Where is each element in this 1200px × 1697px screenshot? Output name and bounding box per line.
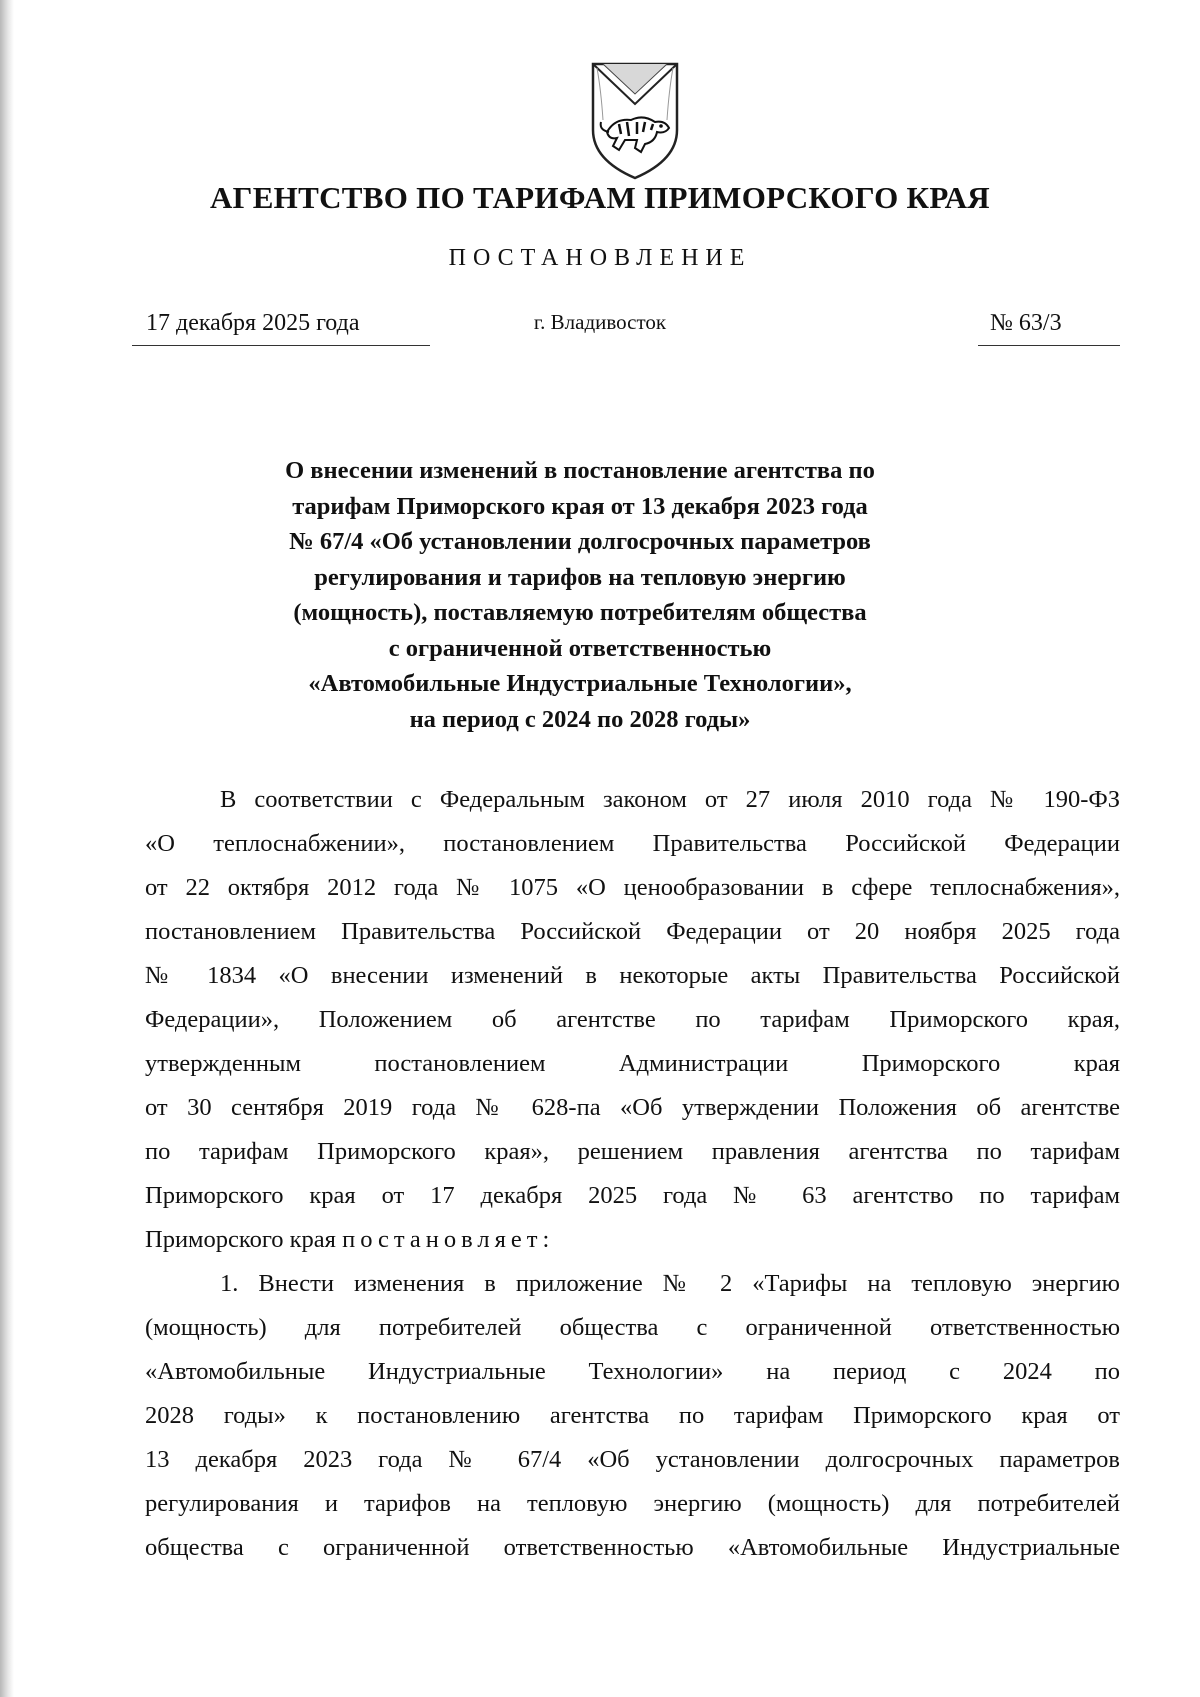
document-subject <box>210 453 950 737</box>
document-date: 17 декабря 2025 года <box>132 310 430 346</box>
body-line: общества с ограниченной ответственностью «Автомобильные Индустриальные <box>145 1534 1120 1561</box>
subject-line: тарифам Приморского края от 13 декабря 2023 года <box>292 492 868 520</box>
subject-line: на период с 2024 по 2028 годы» <box>409 705 751 733</box>
body-line: от 22 октября 2012 года № 1075 «О ценообразовании в сфере теплоснабжения», <box>145 874 1120 901</box>
agency-title: АГЕНТСТВО ПО ТАРИФАМ ПРИМОРСКОГО КРАЯ <box>210 180 990 215</box>
body-line: 13 декабря 2023 года № 67/4 «Об установлении долгосрочных параметров <box>145 1446 1120 1473</box>
body-line: от 30 сентября 2019 года № 628-па «Об утверждении Положения об агентстве <box>145 1094 1120 1121</box>
document-number: № 63/3 <box>978 310 1120 346</box>
body-line: В соответствии с Федеральным законом от 27 июля 2010 года № 190-ФЗ <box>220 786 1120 813</box>
body-line: 1. Внести изменения в приложение № 2 «Тарифы на тепловую энергию <box>220 1270 1120 1297</box>
subject-line: № 67/4 «Об установлении долгосрочных параметров <box>289 528 871 555</box>
body-line: постановлением Правительства Российской Федерации от 20 ноября 2025 года <box>145 918 1120 945</box>
body-line: регулирования и тарифов на тепловую энергию (мощность) для потребителей <box>145 1490 1120 1517</box>
paragraph-preamble <box>145 778 1120 1262</box>
subject-line: с ограниченной ответственностью <box>388 634 772 662</box>
body-line: (мощность) для потребителей общества с ограниченной ответственностью <box>145 1314 1120 1341</box>
coat-of-arms-icon <box>585 60 685 182</box>
subject-line: О внесении изменений в постановление агентства по <box>285 457 875 484</box>
document-type: ПОСТАНОВЛЕНИЕ <box>448 245 752 271</box>
subject-line: (мощность), поставляемую потребителям общества <box>293 599 867 626</box>
body-line: «Автомобильные Индустриальные Технологии» на период с 2024 по <box>145 1358 1120 1385</box>
document-body <box>145 778 1120 1570</box>
body-line: 2028 годы» к постановлению агентства по тарифам Приморского края от <box>145 1402 1120 1429</box>
body-line: утвержденным постановлением Администрации Приморского края <box>145 1050 1120 1077</box>
document-city: г. Владивосток <box>533 310 667 334</box>
subject-line: регулирования и тарифов на тепловую энергию <box>314 563 846 591</box>
body-line: Федерации», Положением об агентстве по тарифам Приморского края, <box>145 1006 1120 1033</box>
body-line: Приморского края от 17 декабря 2025 года № 63 агентство по тарифам <box>145 1182 1120 1209</box>
body-line-prefix: Приморского края <box>145 1226 343 1253</box>
body-line <box>145 1218 1120 1262</box>
subject-line: «Автомобильные Индустриальные Технологии», <box>308 670 852 697</box>
paragraph-item-1 <box>145 1262 1120 1570</box>
body-line: по тарифам Приморского края», решением правления агентства по тарифам <box>145 1138 1120 1165</box>
body-line: № 1834 «О внесении изменений в некоторые акты Правительства Российской <box>145 962 1120 989</box>
resolves-word: постановляет: <box>342 1226 555 1253</box>
body-line: «О теплоснабжении», постановлением Правительства Российской Федерации <box>145 830 1120 857</box>
